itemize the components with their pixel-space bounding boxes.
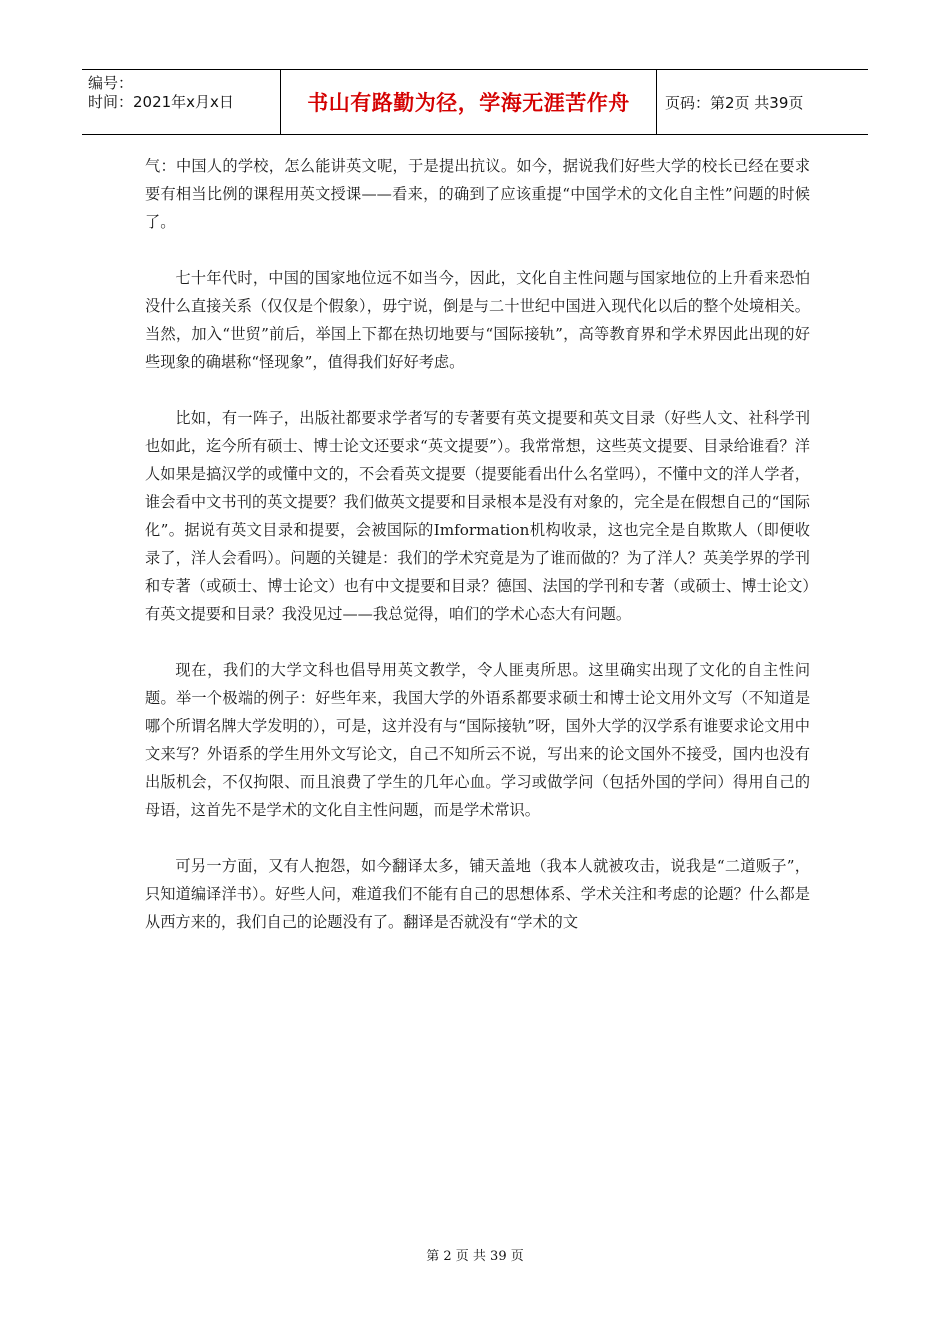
body-paragraph: 现在，我们的大学文科也倡导用英文教学，令人匪夷所思。这里确实出现了文化的自主性问题。举一个极端的例子：好些年来，我国大学的外语系都要求硕士和博士论文用外文写（不知道是哪个所谓名牌大学发明的），可是，这并没有与“国际接轨”呀，国外大学的汉学系有谁要求论文用中文来写？外语系的学生用外文写论文，自己不知所云不说，写出来的论文国外不接受，国内也没有出版机会，不仅拘限、而且浪费了学生的几年心血。学习或做学问（包括外国的学问）得用自己的母语，这首先不是学术的文化自主性问题，而是学术常识。 xyxy=(145,661,810,819)
header-meta-cell xyxy=(82,70,281,134)
header-table xyxy=(82,69,868,135)
header-page-cell xyxy=(657,70,868,134)
document-body xyxy=(145,152,810,964)
header-page-info: 页码：第2页 共39页 xyxy=(665,93,804,112)
document-time-label: 时间：2021年x月x日 xyxy=(88,93,234,111)
body-paragraph: 比如，有一阵子，出版社都要求学者写的专著要有英文提要和英文目录（好些人文、社科学刊也如此，迄今所有硕士、博士论文还要求“英文提要”）。我常常想，这些英文提要、目录给谁看？洋人如果是搞汉学的或懂中文的，不会看英文提要（提要能看出什么名堂吗），不懂中文的洋人学者，谁会看中文书刊的英文提要？我们做英文提要和目录根本是没有对象的，完全是在假想自己的“国际化”。据说有英文目录和提要，会被国际的Imformation机构收录，这也完全是自欺欺人（即便收录了，洋人会看吗）。问题的关键是：我们的学术究竟是为了谁而做的？为了洋人？英美学界的学刊和专著（或硕士、博士论文）也有中文提要和目录？德国、法国的学刊和专著（或硕士、博士论文）有英文提要和目录？我没见过——我总觉得，咱们的学术心态大有问题。 xyxy=(145,409,810,623)
header-motto-cell xyxy=(281,70,657,134)
document-number-label: 编号： xyxy=(88,74,134,92)
body-paragraph: 可另一方面，又有人抱怨，如今翻译太多，铺天盖地（我本人就被攻击，说我是“二道贩子”，只知道编译洋书）。好些人问，难道我们不能有自己的思想体系、学术关注和考虑的论题？什么都是从西方来的，我们自己的论题没有了。翻译是否就没有“学术的文 xyxy=(145,857,810,931)
footer-page-number: 第 2 页 共 39 页 xyxy=(426,1249,524,1264)
body-paragraph: 气：中国人的学校，怎么能讲英文呢，于是提出抗议。如今，据说我们好些大学的校长已经在要求要有相当比例的课程用英文授课——看来，的确到了应该重提“中国学术的文化自主性”问题的时候了。 xyxy=(145,157,810,231)
body-paragraph: 七十年代时，中国的国家地位远不如当今，因此，文化自主性问题与国家地位的上升看来恐怕没什么直接关系（仅仅是个假象），毋宁说，倒是与二十世纪中国进入现代化以后的整个处境相关。当然，加入“世贸”前后，举国上下都在热切地要与“国际接轨”，高等教育界和学术界因此出现的好些现象的确堪称“怪现象”，值得我们好好考虑。 xyxy=(145,269,810,371)
page-footer xyxy=(0,1245,950,1264)
header-motto: 书山有路勤为径，学海无涯苦作舟 xyxy=(307,91,630,115)
